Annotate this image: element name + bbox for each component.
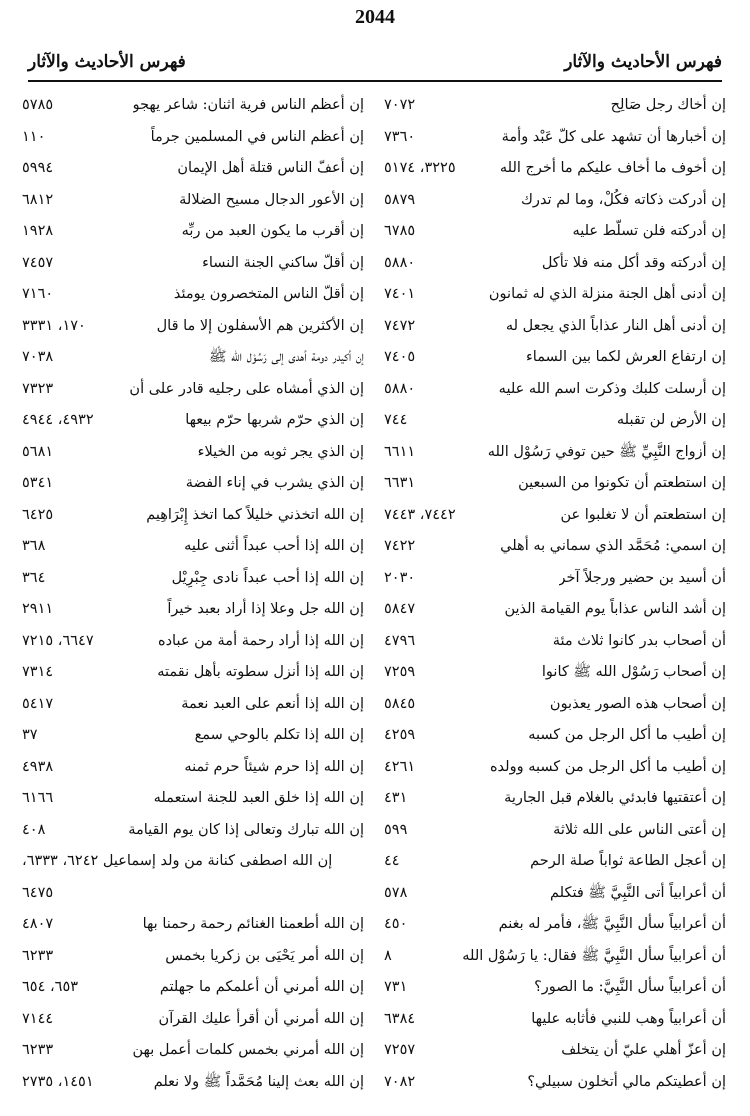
entry-text: إن الله جل وعلا إذا أراد بعبد خيراً	[167, 601, 364, 617]
entry-reference: ٧٣٦٠	[384, 128, 416, 145]
entry-reference: ٦١٦٦	[22, 790, 54, 806]
entry-text: إن أشد الناس عذاباً يوم القيامة الذين	[504, 601, 726, 617]
entry-reference: ٧٤٠١	[384, 286, 416, 302]
entry-reference: ٦٨١٢	[22, 191, 54, 208]
entry-reference: ٤٢٦١	[384, 758, 416, 775]
index-entry	[22, 279, 364, 311]
entry-text: إن أقلّ الناس المتخصرون يومئذ	[173, 286, 364, 302]
entry-text: إن الله أطعمنا الغنائم رحمة رحمنا بها	[142, 916, 364, 932]
entry-text: أن أعرابياً سأل النَّبِيَّ ﷺ، فأمر له بغنم	[498, 916, 726, 932]
entry-text: إن الله أمرني أن أعلمكم ما جهلتم	[159, 979, 364, 995]
entry-reference: ٤٢٥٩	[384, 727, 416, 743]
index-entry	[22, 594, 364, 626]
entry-text: إن أقرب ما يكون العبد من ربِّه	[181, 223, 364, 239]
entry-reference: ٧٢٥٩	[384, 664, 416, 680]
entry-reference: ٣٦٤	[22, 569, 46, 586]
entry-reference: ٧٤٧٢	[384, 317, 416, 334]
entry-reference: ٦٦٣١	[384, 475, 416, 491]
index-entry	[22, 972, 364, 1004]
index-entry	[22, 626, 364, 658]
entry-text: ٦٤٧٥	[22, 884, 54, 901]
index-entry	[384, 783, 726, 815]
entry-text: إن أصحاب هذه الصور يعذبون	[549, 695, 726, 712]
entry-text: إن الذي حرّم شربها حرّم بيعها	[185, 412, 364, 428]
index-entry	[384, 342, 726, 374]
entry-reference: ٦٦٤٧، ٧٢١٥	[22, 632, 94, 649]
entry-text: إن الأعور الدجال مسيح الضلالة	[179, 191, 364, 208]
index-entry	[22, 1067, 364, 1099]
entry-text: أن أعرابياً سأل النَّبِيَّ: ما الصور؟	[534, 979, 726, 995]
entry-reference: ٥٨٤٥	[384, 695, 416, 712]
entry-text: إن أقلّ ساكني الجنة النساء	[202, 254, 364, 271]
entry-reference: ٦٤٢٥	[22, 506, 54, 523]
header-right-title: فهرس الأحاديث والآثار	[564, 52, 722, 72]
entry-text: إن ارتفاع العرش لكما بين السماء	[525, 349, 726, 365]
entry-reference: ٥٨٤٧	[384, 601, 416, 617]
entry-text: إن الله إذا خلق العبد للجنة استعمله	[153, 790, 364, 806]
entry-text: إن أدركت ذكاته فكُلْ، وما لم تدرك	[520, 191, 726, 208]
entry-text: إن أكيدر دومة أهدى إلى رَسُوْل الله ﷺ	[209, 349, 364, 365]
index-entry	[384, 500, 726, 532]
index-entry	[22, 846, 364, 878]
entry-text: إن أطيب ما أكل الرجل من كسبه وولده	[489, 758, 726, 775]
entry-text: إن أدركته فلن تسلّط عليه	[572, 223, 726, 239]
entry-reference: ٣٧	[22, 727, 38, 743]
entry-reference: ٧٤٠٥	[384, 349, 416, 365]
entry-reference: ٦٢٣٣	[22, 1042, 54, 1058]
index-entry	[384, 941, 726, 973]
entry-reference: ٤٠٨	[22, 821, 46, 838]
entry-reference: ٧٤٤	[384, 412, 408, 428]
index-entry	[384, 374, 726, 406]
entry-text: إن أطيب ما أكل الرجل من كسبه	[528, 727, 726, 743]
entry-text: إن أعفّ الناس قتلة أهل الإيمان	[177, 160, 364, 176]
entry-text: إن أخوف ما أخاف عليكم ما أخرج الله	[499, 160, 726, 176]
entry-reference: ٢٩١١	[22, 601, 54, 617]
entry-text: أن أسيد بن حضير ورجلاً آخر	[558, 569, 726, 586]
index-entry	[384, 405, 726, 437]
entry-reference: ٤٣١	[384, 790, 408, 806]
index-entry	[22, 878, 364, 910]
index-entry	[22, 468, 364, 500]
entry-reference: ٧٣١٤	[22, 664, 54, 680]
entry-reference: ٧٤٤٢، ٧٤٤٣	[384, 506, 456, 523]
entry-text: إن الله أمرني أن أقرأ عليك القرآن	[158, 1010, 364, 1027]
entry-text: إن الله إذا أنزل سطوته بأهل نقمته	[157, 664, 364, 680]
entry-text: إن أرسلت كلبك وذكرت اسم الله عليه	[498, 380, 726, 397]
entry-text: أن أصحاب بدر كانوا ثلاث مئة	[552, 632, 726, 649]
index-entry	[22, 720, 364, 752]
index-entry	[22, 90, 364, 122]
entry-text: إن استطعتم أن تكونوا من السبعين	[518, 475, 726, 491]
index-entry	[22, 752, 364, 784]
entry-text: إن أصحاب رَسُوْل الله ﷺ كانوا	[541, 664, 726, 680]
entry-text: إن الله أمرني بخمس كلمات أعمل بهن	[132, 1042, 364, 1058]
index-entry	[384, 878, 726, 910]
entry-text: إن الذي يجر ثوبه من الخيلاء	[197, 443, 364, 460]
entry-text: إن الله تبارك وتعالى إذا كان يوم القيامة	[128, 821, 364, 838]
entry-reference: ٥٨٨٠	[384, 254, 416, 271]
entry-text: إن أدنى أهل الجنة منزلة الذي له ثمانون	[488, 286, 726, 302]
index-entry	[22, 500, 364, 532]
entry-text: إن أدنى أهل النار عذاباً الذي يجعل له	[505, 317, 726, 334]
entry-reference: ٤٥٠	[384, 916, 408, 932]
entry-reference: ٦٦١١	[384, 443, 416, 460]
entry-text: إن أخبارها أن تشهد على كلّ عَبْد وأمة	[501, 128, 726, 145]
entry-reference: ٧١٦٠	[22, 286, 54, 302]
index-entry	[384, 216, 726, 248]
entry-text: إن أعتى الناس على الله ثلاثة	[553, 821, 726, 838]
index-entry	[384, 689, 726, 721]
entry-reference: ٥٤١٧	[22, 695, 54, 712]
entry-reference: ٧٢٥٧	[384, 1042, 416, 1058]
entry-reference: ٧٠٧٢	[384, 97, 416, 113]
index-entry	[384, 185, 726, 217]
entry-text: إن أخاك رجل صَالِح	[610, 97, 726, 113]
entry-reference: ٧٤٥٧	[22, 254, 54, 271]
index-entry	[22, 185, 364, 217]
entry-text: إن الله إذا أنعم على العبد نعمة	[181, 695, 364, 712]
entry-reference: ١٩٢٨	[22, 223, 54, 239]
entry-reference: ٥٨٨٠	[384, 380, 416, 397]
index-entry	[22, 909, 364, 941]
entry-reference: ٣٦٨	[22, 538, 46, 554]
entry-text: إن اسمي: مُحَمَّد الذي سماني به أهلي	[500, 538, 726, 554]
entry-reference: ٣٢٢٥، ٥١٧٤	[384, 160, 456, 176]
entry-reference: ١٤٥١، ٢٧٣٥	[22, 1073, 94, 1090]
index-entry	[384, 626, 726, 658]
index-entry	[22, 815, 364, 847]
index-entry	[22, 783, 364, 815]
entry-text: إن الله إذا أحب عبداً أثنى عليه	[184, 538, 364, 554]
page-number: 2044	[355, 6, 395, 28]
entry-text: إن الله أمر يَحْيَى بن زكريا بخمس	[165, 947, 364, 964]
entry-text: إن الله اتخذني خليلاً كما اتخذ إِبْرَاهِيم	[146, 506, 364, 523]
index-entry	[22, 311, 364, 343]
entry-reference: ٥٩٩٤	[22, 160, 54, 176]
entry-text: إن الأرض لن تقبله	[616, 412, 726, 428]
index-entry	[384, 1004, 726, 1036]
index-entry	[384, 90, 726, 122]
index-entry	[22, 1004, 364, 1036]
index-entry	[22, 405, 364, 437]
index-entry	[22, 437, 364, 469]
entry-reference: ٢٠٣٠	[384, 569, 416, 586]
entry-text: إن أعظم الناس في المسلمين جرماً	[150, 128, 364, 145]
entry-text: إن الله إذا تكلم بالوحي سمع	[194, 727, 364, 743]
entry-text: إن الله إذا أحب عبداً نادى جِبْرِيْل	[171, 569, 364, 586]
entry-text: إن استطعتم أن لا تغلبوا عن	[560, 506, 726, 523]
index-entry	[384, 122, 726, 154]
entry-reference: ٧٣١	[384, 979, 408, 995]
entry-text: إن أعجل الطاعة ثواباً صلة الرحم	[530, 853, 726, 869]
index-entry	[384, 153, 726, 185]
index-entry	[384, 815, 726, 847]
entry-reference: ٥٧٨	[384, 884, 408, 901]
entry-reference: ٤٨٠٧	[22, 916, 54, 932]
index-entry	[384, 437, 726, 469]
entry-reference: ٤٧٩٦	[384, 632, 416, 649]
entry-reference: ٧١٤٤	[22, 1010, 54, 1027]
entry-reference: ٤٩٣٢، ٤٩٤٤	[22, 412, 94, 428]
entry-text: إن الذي أمشاه على رجليه قادر على أن	[129, 380, 364, 397]
index-entry	[384, 311, 726, 343]
entry-text: إن أعطيتكم مالي أتخلون سبيلي؟	[527, 1073, 726, 1090]
index-entry	[22, 689, 364, 721]
entry-reference: ٥٦٨١	[22, 443, 54, 460]
index-entry	[22, 941, 364, 973]
entry-reference: ٥٧٨٥	[22, 97, 54, 113]
index-entry	[384, 248, 726, 280]
entry-text: إن أعتقتيها فابدئي بالغلام قبل الجارية	[504, 790, 726, 806]
page-header	[28, 44, 722, 82]
index-entry	[384, 468, 726, 500]
entry-text: إن الله إذا أراد رحمة أمة من عباده	[158, 632, 364, 649]
index-entry	[384, 972, 726, 1004]
entry-text: أن أعرابياً سأل النَّبِيَّ ﷺ فقال: يا رَسُوْل الله	[462, 947, 726, 964]
entry-text: إن الله إذا حرم شيئاً حرم ثمنه	[184, 758, 364, 775]
header-left-title: فهرس الأحاديث والآثار	[28, 52, 186, 72]
entry-reference: ١٧٠، ٣٣٣١	[22, 317, 86, 334]
index-entry	[22, 248, 364, 280]
index-entry	[22, 122, 364, 154]
index-entry	[22, 374, 364, 406]
entry-text: إن أعظم الناس فرية اثنان: شاعر يهجو	[132, 97, 364, 113]
entry-text: إن الذي يشرب في إناء الفضة	[185, 475, 364, 491]
index-entry	[384, 657, 726, 689]
index-entry	[384, 1067, 726, 1099]
index-entry	[384, 720, 726, 752]
index-entry	[22, 563, 364, 595]
index-entry	[384, 531, 726, 563]
entry-reference: ٧٣٢٣	[22, 380, 54, 397]
index-entry	[22, 657, 364, 689]
entry-reference: ٤٩٣٨	[22, 758, 54, 775]
entry-reference: ٥٩٩	[384, 821, 408, 838]
index-entry	[384, 279, 726, 311]
entry-reference: ٤٤	[384, 853, 400, 869]
entry-text: أن أعرابياً أتى النَّبِيَّ ﷺ فتكلم	[550, 884, 726, 901]
index-entry	[384, 1035, 726, 1067]
index-entry	[384, 563, 726, 595]
entry-text: إن أعزّ أهلي عليّ أن يتخلف	[561, 1042, 726, 1058]
index-entry	[384, 752, 726, 784]
entry-text: إن الأكثرين هم الأسفلون إلا ما قال	[156, 317, 364, 334]
entry-reference: ٦٢٣٣	[22, 947, 54, 964]
entry-reference: ١١٠	[22, 128, 46, 145]
entry-reference: ٥٣٤١	[22, 475, 54, 491]
entry-reference: ٧٤٢٢	[384, 538, 416, 554]
entry-text: إن أدركته وقد أكل منه فلا تأكل	[541, 254, 726, 271]
entry-reference: ٧٠٨٢	[384, 1073, 416, 1090]
entry-text: إن الله اصطفى كنانة من ولد إسماعيل ٦٢٤٢، ٦٣٣٣،	[22, 853, 333, 869]
entry-text: إن أزواج النَّبِيِّ ﷺ حين توفي رَسُوْل الله	[487, 443, 726, 460]
entry-reference: ٦٧٨٥	[384, 223, 416, 239]
index-entry	[384, 594, 726, 626]
entry-reference: ٨	[384, 947, 392, 964]
entry-text: إن الله بعث إلينا مُحَمَّداً ﷺ ولا نعلم	[153, 1073, 364, 1090]
index-entry	[22, 342, 364, 374]
index-entry	[384, 909, 726, 941]
entry-reference: ٥٨٧٩	[384, 191, 416, 208]
index-entry	[22, 153, 364, 185]
entry-text: أن أعرابياً وهب للنبي فأثابه عليها	[531, 1010, 726, 1027]
right-column	[384, 90, 726, 1098]
left-column	[22, 90, 364, 1098]
index-entry	[22, 531, 364, 563]
index-entry	[22, 216, 364, 248]
index-entry	[384, 846, 726, 878]
entry-reference: ٦٣٨٤	[384, 1010, 416, 1027]
index-entry	[22, 1035, 364, 1067]
entry-reference: ٦٥٣، ٦٥٤	[22, 979, 79, 995]
entry-reference: ٧٠٣٨	[22, 349, 54, 365]
